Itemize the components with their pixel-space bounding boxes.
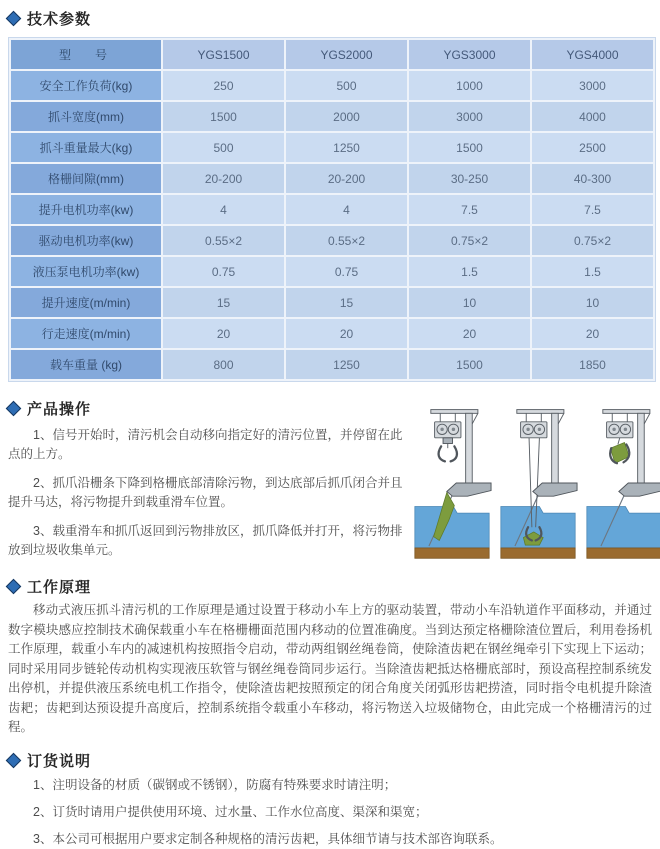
- diamond-bullet-icon: [6, 752, 22, 768]
- cell-value: 1500: [409, 133, 530, 162]
- row-label: 提升速度(m/min): [11, 288, 161, 317]
- row-label: 抓斗重量最大(kg): [11, 133, 161, 162]
- cell-value: 800: [163, 350, 284, 379]
- table-row: [11, 257, 653, 286]
- table-header-row: [11, 40, 653, 69]
- cell-value: 0.75×2: [532, 226, 653, 255]
- row-label: 载车重量 (kg): [11, 350, 161, 379]
- cell-value: 1250: [286, 350, 407, 379]
- table-row: [11, 133, 653, 162]
- cell-value: 20: [163, 319, 284, 348]
- cell-value: 0.75×2: [409, 226, 530, 255]
- row-label: 液压泵电机功率(kw): [11, 257, 161, 286]
- table-row: [11, 350, 653, 379]
- row-label: 驱动电机功率(kw): [11, 226, 161, 255]
- table-row: [11, 226, 653, 255]
- table-row: [11, 288, 653, 317]
- principle-paragraph: 移动式液压抓斗清污机的工作原理是通过设置于移动小车上方的驱动装置，带动小车沿轨道作平面移动，并通过数字模块感应控制技术确保载重小车在格栅栅面范围内移动的位置准确度。当到达预定格栅除渣位置后，利用卷扬机工作原理，载重小车内的减速机构按照指令启动，带动两组钢丝绳卷筒，使除渣齿耙在钢丝绳牵引下实现上下运动；同时采用同步链轮传动机构实现液压软管与钢丝绳卷筒同步运行。当除渣齿耙抵达格栅底部时，预设高程控制系统发出停机，并提供液压系统电机工作指令，使除渣齿耙按照预定的闭合角度关闭弧形齿耙捞渣，同时指令电机提升除渣齿耙；齿耙到达预设提升高度后，控制系统指令载重小车移动，将污物送入垃圾储物仓，由此完成一个格栅清污的过程。: [8, 603, 652, 734]
- row-label: 格栅间隙(mm): [11, 164, 161, 193]
- cell-value: 1000: [409, 71, 530, 100]
- cell-value: 20-200: [286, 164, 407, 193]
- ordering-note: 2、订货时请用户提供使用环境、过水量、工作水位高度、渠深和渠宽；: [33, 804, 428, 819]
- operation-diagram-step3: [584, 392, 660, 574]
- operation-diagram-step2: [498, 392, 578, 574]
- col-header-YGS3000: YGS3000: [409, 40, 530, 69]
- table-row: [11, 71, 653, 100]
- operation-step: 2、抓爪沿栅条下降到格栅底部清除污物，到达底部后抓爪闭合并且提升马达，将污物提升到载重滑车位置。: [8, 476, 403, 509]
- diamond-bullet-icon: [6, 11, 22, 27]
- cell-value: 0.75: [286, 257, 407, 286]
- operation-step: 3、载重滑车和抓爪返回到污物排放区，抓爪降低并打开，将污物排放到垃圾收集单元。: [8, 524, 403, 557]
- cell-value: 15: [286, 288, 407, 317]
- cell-value: 1500: [409, 350, 530, 379]
- row-label: 抓斗宽度(mm): [11, 102, 161, 131]
- cell-value: 1.5: [409, 257, 530, 286]
- section-heading-ordering: [8, 750, 652, 771]
- table-row: [11, 164, 653, 193]
- diamond-bullet-icon: [6, 401, 22, 417]
- cell-value: 4000: [532, 102, 653, 131]
- cell-value: 10: [409, 288, 530, 317]
- operation-diagram-step1: [412, 392, 492, 574]
- cell-value: 0.55×2: [286, 226, 407, 255]
- col-header-YGS4000: YGS4000: [532, 40, 653, 69]
- col-header-YGS2000: YGS2000: [286, 40, 407, 69]
- cell-value: 0.75: [163, 257, 284, 286]
- table-row: [11, 319, 653, 348]
- ordering-note: 1、注明设备的材质（碳钢或不锈钢），防腐有特殊要求时请注明；: [33, 777, 397, 792]
- operation-steps: [8, 426, 412, 560]
- row-label: 安全工作负荷(kg): [11, 71, 161, 100]
- cell-value: 7.5: [532, 195, 653, 224]
- section-heading-operation: [8, 398, 412, 419]
- section-title: 工作原理: [27, 579, 92, 596]
- section-title: 技术参数: [27, 11, 92, 28]
- cell-value: 2500: [532, 133, 653, 162]
- operation-section: [8, 396, 652, 574]
- cell-value: 500: [286, 71, 407, 100]
- cell-value: 1500: [163, 102, 284, 131]
- cell-value: 7.5: [409, 195, 530, 224]
- cell-value: 1850: [532, 350, 653, 379]
- row-label: 提升电机功率(kw): [11, 195, 161, 224]
- ordering-notes: [8, 776, 652, 849]
- cell-value: 1250: [286, 133, 407, 162]
- operation-diagrams: [412, 392, 660, 574]
- cell-value: 4: [286, 195, 407, 224]
- table-row: [11, 102, 653, 131]
- cell-value: 20: [409, 319, 530, 348]
- cell-value: 1.5: [532, 257, 653, 286]
- cell-value: 500: [163, 133, 284, 162]
- col-header-model: 型 号: [11, 40, 161, 69]
- diamond-bullet-icon: [6, 579, 22, 595]
- cell-value: 2000: [286, 102, 407, 131]
- section-heading-tech-params: [8, 8, 652, 29]
- cell-value: 3000: [532, 71, 653, 100]
- cell-value: 40-300: [532, 164, 653, 193]
- operation-step: 1、信号开始时，清污机会自动移向指定好的清污位置，并停留在此点的上方。: [8, 428, 403, 461]
- table-row: [11, 195, 653, 224]
- section-heading-principle: [8, 576, 652, 597]
- tech-params-table: [8, 37, 656, 382]
- section-title: 产品操作: [27, 401, 92, 418]
- cell-value: 20-200: [163, 164, 284, 193]
- col-header-YGS1500: YGS1500: [163, 40, 284, 69]
- row-label: 行走速度(m/min): [11, 319, 161, 348]
- cell-value: 4: [163, 195, 284, 224]
- cell-value: 20: [286, 319, 407, 348]
- cell-value: 15: [163, 288, 284, 317]
- section-title: 订货说明: [27, 752, 92, 770]
- cell-value: 0.55×2: [163, 226, 284, 255]
- cell-value: 3000: [409, 102, 530, 131]
- cell-value: 250: [163, 71, 284, 100]
- cell-value: 30-250: [409, 164, 530, 193]
- cell-value: 10: [532, 288, 653, 317]
- cell-value: 20: [532, 319, 653, 348]
- ordering-note: 3、本公司可根据用户要求定制各种规格的清污齿耙，具体细节请与技术部咨询联系。: [33, 831, 503, 846]
